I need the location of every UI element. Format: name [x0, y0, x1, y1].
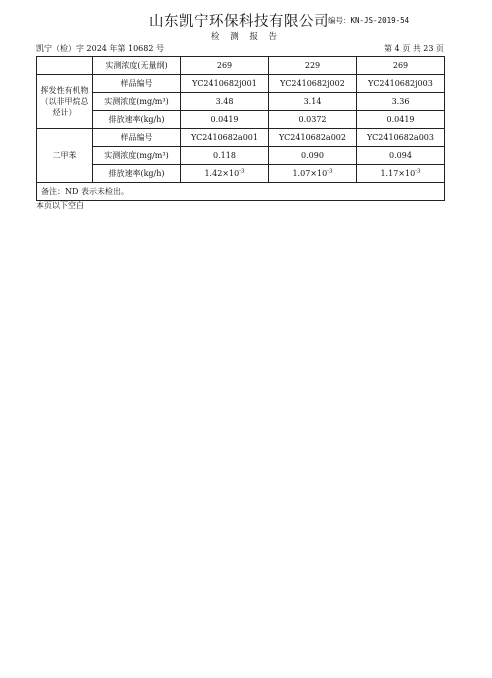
table-cell: YC2410682a003: [357, 129, 445, 147]
table-row: [37, 183, 445, 201]
report-reference: 凯宁（检）字 2024 年第 10682 号: [36, 44, 164, 53]
row-label: 排放速率(kg/h): [93, 111, 181, 129]
value-mantissa: 1.07×10: [292, 169, 328, 178]
page-indicator: 第 4 页 共 23 页: [384, 44, 444, 53]
table-cell: 0.0419: [181, 111, 269, 129]
table-cell: 0.090: [269, 147, 357, 165]
table-cell: [269, 165, 357, 183]
table-row: [37, 57, 445, 75]
row-label: 实测浓度(无量纲): [93, 57, 181, 75]
table-cell: [357, 165, 445, 183]
table-cell: 0.118: [181, 147, 269, 165]
table-cell: 269: [357, 57, 445, 75]
table-cell: 3.14: [269, 93, 357, 111]
table-cell: 3.36: [357, 93, 445, 111]
table-row: [37, 165, 445, 183]
table-cell: 229: [269, 57, 357, 75]
table-note: 备注：ND 表示未检出。: [37, 183, 445, 201]
title-row: [0, 10, 492, 30]
report-title: 检 测 报 告: [210, 32, 282, 42]
group-name: 二甲苯: [37, 129, 93, 183]
end-of-page-note: 本页以下空白: [36, 201, 84, 210]
table-row: [37, 111, 445, 129]
table-cell: [181, 165, 269, 183]
table-cell: 0.0372: [269, 111, 357, 129]
table-cell: 0.094: [357, 147, 445, 165]
company-name: 山东凯宁环保科技有限公司: [149, 14, 329, 30]
table-row: [37, 129, 445, 147]
table-cell: YC2410682a001: [181, 129, 269, 147]
table-row: [37, 93, 445, 111]
table-cell: 0.0419: [357, 111, 445, 129]
report-meta: [36, 43, 444, 55]
value-exponent: -3: [239, 168, 245, 175]
table-cell: [37, 57, 93, 75]
table-cell: 269: [181, 57, 269, 75]
table-cell: YC2410682j002: [269, 75, 357, 93]
value-exponent: -3: [327, 168, 333, 175]
table-cell: YC2410682j001: [181, 75, 269, 93]
table-row: [37, 75, 445, 93]
group-name: 挥发性有机物（以非甲烷总烃计）: [37, 75, 93, 129]
row-label: 实测浓度(mg/m³): [93, 147, 181, 165]
value-mantissa: 1.42×10: [204, 169, 240, 178]
table-cell: 3.48: [181, 93, 269, 111]
results-table: [36, 56, 445, 201]
row-label: 样品编号: [93, 75, 181, 93]
row-label: 样品编号: [93, 129, 181, 147]
document-number: 编号：KN-JS-2019-54: [328, 16, 410, 25]
table-cell: YC2410682j003: [357, 75, 445, 93]
value-exponent: -3: [415, 168, 421, 175]
table-row: [37, 147, 445, 165]
table-cell: YC2410682a002: [269, 129, 357, 147]
row-label: 排放速率(kg/h): [93, 165, 181, 183]
value-mantissa: 1.17×10: [380, 169, 416, 178]
row-label: 实测浓度(mg/m³): [93, 93, 181, 111]
